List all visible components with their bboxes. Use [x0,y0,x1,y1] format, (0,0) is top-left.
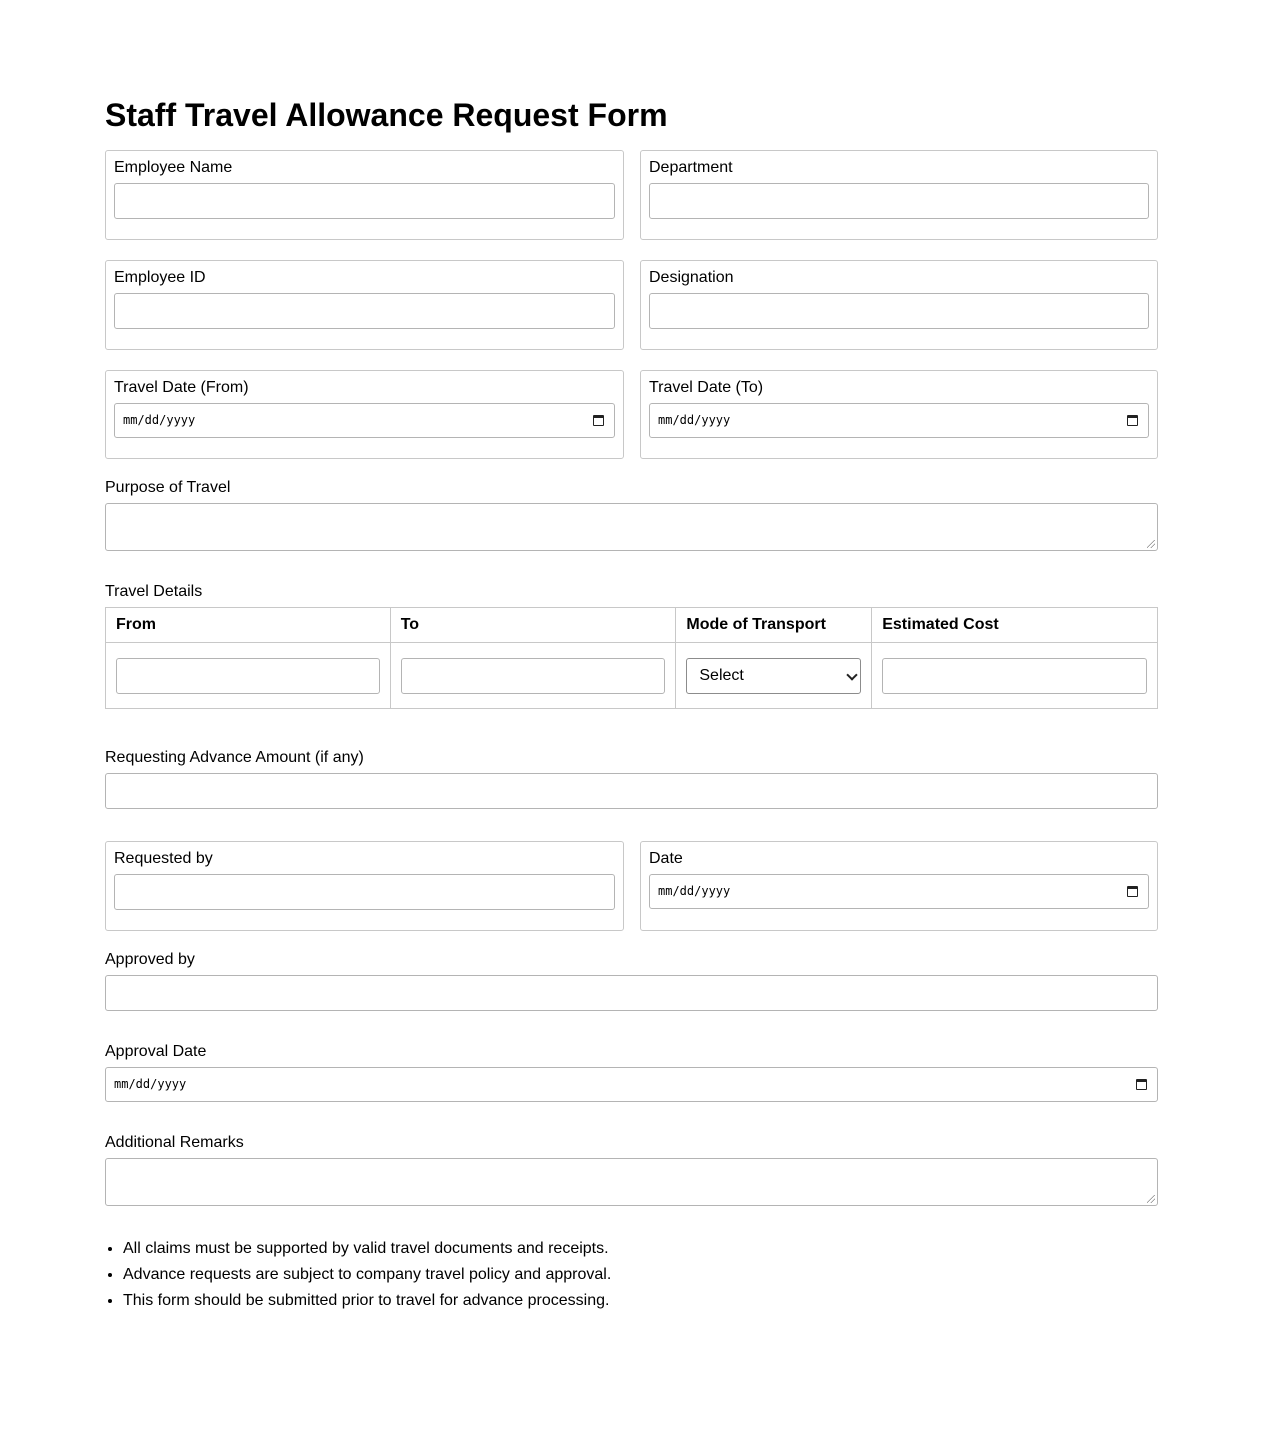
approved-by-input[interactable] [105,975,1158,1011]
travel-details-label: Travel Details [105,583,203,600]
notes-list [105,1236,1176,1309]
list-item: • Advance requests are subject to company travel policy and approval. [123,1262,1176,1288]
advance-amount-input[interactable] [105,773,1158,809]
request-date-group [640,841,1158,931]
requested-by-input[interactable] [114,874,615,910]
cell-to [390,643,676,709]
cell-mode [676,643,872,709]
employee-name-label: Employee Name [114,159,233,176]
column-header-mode: Mode of Transport [676,608,872,643]
calendar-icon[interactable] [1127,415,1138,426]
remarks-label: Additional Remarks [105,1134,244,1151]
column-header-cost: Estimated Cost [872,608,1158,643]
transport-mode-select[interactable] [686,658,861,694]
employee-name-input[interactable] [114,183,615,219]
date-placeholder: mm/dd/yyyy [123,413,196,427]
travel-date-from-input[interactable] [114,403,615,438]
request-date-label: Date [649,850,683,867]
to-input[interactable] [401,658,666,694]
employee-name-group [105,150,624,240]
date-placeholder: mm/dd/yyyy [658,413,731,427]
cell-cost [872,643,1158,709]
calendar-icon[interactable] [1136,1079,1147,1090]
list-item: • All claims must be supported by valid travel documents and receipts. [123,1236,1176,1262]
column-header-from: From [106,608,391,643]
employee-id-label: Employee ID [114,269,206,286]
calendar-icon[interactable] [1127,886,1138,897]
from-input[interactable] [116,658,380,694]
approval-date-input[interactable] [105,1067,1158,1102]
transport-mode-selected: Select [699,666,744,684]
requested-by-label: Requested by [114,850,213,867]
approval-date-label: Approval Date [105,1043,207,1060]
requested-by-group [105,841,624,931]
designation-group [640,260,1158,350]
travel-date-to-input[interactable] [649,403,1149,438]
designation-label: Designation [649,269,734,286]
department-label: Department [649,159,733,176]
travel-date-to-group [640,370,1158,459]
approved-by-label: Approved by [105,951,195,968]
date-placeholder: mm/dd/yyyy [114,1077,187,1091]
column-header-to: To [390,608,676,643]
travel-date-from-group [105,370,624,459]
employee-id-input[interactable] [114,293,615,329]
resize-grip-icon[interactable] [1147,1195,1155,1203]
table-row [106,643,1158,709]
resize-grip-icon[interactable] [1147,540,1155,548]
list-item: • This form should be submitted prior to travel for advance processing. [123,1288,1176,1314]
purpose-label: Purpose of Travel [105,479,231,496]
department-input[interactable] [649,183,1149,219]
travel-date-from-label: Travel Date (From) [114,379,249,396]
travel-date-to-label: Travel Date (To) [649,379,764,396]
page-title: Staff Travel Allowance Request Form [105,97,668,133]
advance-amount-label: Requesting Advance Amount (if any) [105,749,364,766]
cell-from [106,643,391,709]
estimated-cost-input[interactable] [882,658,1147,694]
department-group [640,150,1158,240]
designation-input[interactable] [649,293,1149,329]
calendar-icon[interactable] [593,415,604,426]
remarks-textarea[interactable] [105,1158,1158,1206]
purpose-textarea[interactable] [105,503,1158,551]
request-date-input[interactable] [649,874,1149,909]
chevron-down-icon [847,669,858,680]
table-header-row [106,608,1158,643]
travel-details-table [105,607,1158,709]
employee-id-group [105,260,624,350]
date-placeholder: mm/dd/yyyy [658,884,731,898]
